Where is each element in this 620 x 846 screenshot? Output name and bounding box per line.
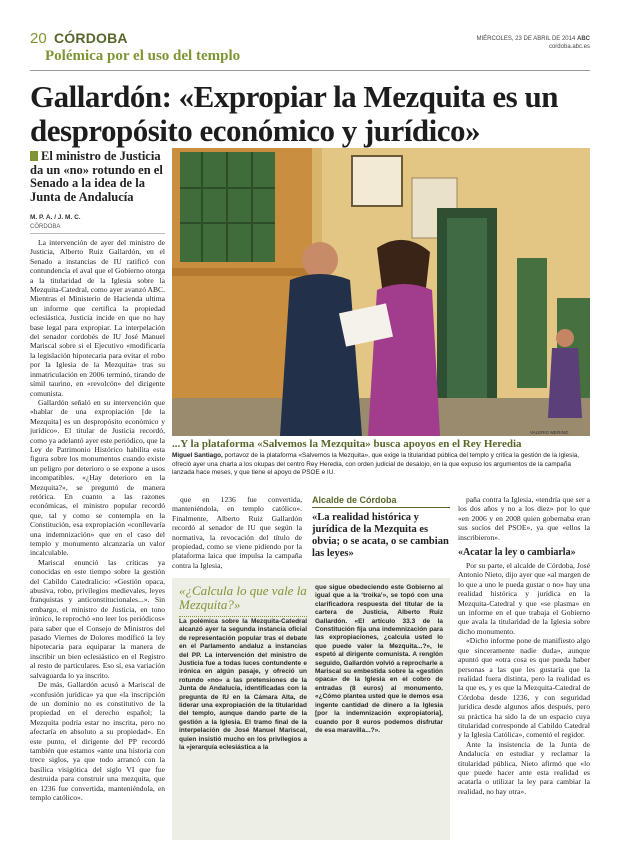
sidebar-box [172,578,450,840]
paragraph: «Dicho informe pone de manifiesto algo que sinceramente nadie duda», aunque apuntó que «otra cosa es que pueda haber personas a las que les gustaría que la realidad fuera distinta, pero la realidad es la que es, y es que la Mezquita-Catedral de Córdoba desde 1236, y con seguridad jurídica desde algunos años después, pero su práctica ha sido la de un espacio cuya titularidad corresponde al Cabildo Catedral y la Iglesia Católica», comentó el regidor. [458,636,590,740]
photo-caption [172,452,590,478]
caption-text: portavoz de la plataforma «Salvemos la Mezquita», que exige la titularidad pública del templo y critica la gestión de la Iglesia, ofreció ayer una charla a los okupas del centro Rey Heredia, con orden judicial de desalojo, en la que expuso los argumentos de la campaña lanzada hace meses, y que tiene el apoyo de PSOE e IU. [172,452,580,476]
caption-title-text: ...Y la plataforma «Salvemos la Mezquita» busca apoyos en el Rey Heredia [172,438,522,450]
paragraph: paña contra la Iglesia, «tendría que ser a los dos años y no a los diez» por lo que «en 2006 y en 2008 quien gobernaba eran sus socios del PSOE», ya que «ellos la inscribieron». [458,495,590,542]
sidebar-rule [179,616,307,617]
paragraph: Gallardón señaló en su intervención que «hablar de una expropiación [de la Mezquita] es un despropósito económico y jurídico». El titular de Justicia recordó, como ya adelantó ayer este periódico, que la Ley de Patrimonio Histórico habilita esta figura sobre los monumentos cuando existe un peligro por deterioro o se expone a usos incompatibles. «¿Hay deterioro en la Mezquita?», se preguntó de manera retórica. En cuanto a las razones económicas, el ministro popular recordó que, tal y como se contempla en la Constitución, esa expropiación «conllevaría una indemnización» que en el caso del templo y monumento alcanzaría un valor incalculable. [30,397,165,558]
caption-lead: Miguel Santiago, [172,452,223,459]
body-column-2 [172,495,302,575]
paragraph: La intervención de ayer del ministro de Justicia, Alberto Ruiz Gallardón, en el Senado a instancias de IU ratificó con contundencia el aval que el Gobierno otorga a la titularidad de la Iglesia sobre la Mezquita-Catedral, como ayer avanzó ABC. Mientras el Ministerio de Hacienda ultima un informe que certifica la propiedad eclesiástica, Justicia incide en que no hay base legal para expropiar. La interpelación del senador cordobés de IU José Manuel Mariscal sobre si el Ejecutivo «modificaría la legislación hipotecaria para evitar el robo por la Iglesia de la Mezquita» tras su inmatriculación en 2006 terminó, tirando de símil taurino, en «revolcón» del dirigente comunista. [30,238,165,398]
column-subhead: «Acatar la ley o cambiarla» [458,547,576,559]
sidebar-text-a: La polémica sobre la Mezquita-Catedral alcanzó ayer la segunda instancia oficial de representación popular tras el debate en el Parlamento andaluz a instancias del PP. La intervención del ministro de Justicia fue a todas luces contundente e irónica en algún pasaje, y ofreció un rotundo «no» a las pretensiones de la Junta de Andalucía, identificadas con la pregunta de IU en la Cámara Alta, de liderar una expropiación de la titularidad del templo, aunque dando parte de la gestión a la Iglesia. El tramo final de la interpelación de José Manuel Mariscal, quien insistió mucho en los privilegios a la «jerarquía eclesiástica a la [179,618,307,752]
page-number: 20 [30,30,47,47]
street-scene-image [172,148,590,436]
quote-kicker: Alcalde de Córdoba [312,495,397,505]
paragraph: Por su parte, el alcalde de Córdoba, José Antonio Nieto, dijo ayer que «al margen de lo que a uno le pueda gustar o no» hay una realidad histórica y jurídica en la Mezquita-Catedral y que «se plasma» en un informe en el que trabaja el Gobierno que avala la titularidad de la Iglesia sobre dicho monumento. [458,561,590,636]
sidebar-title: «¿Calcula lo que vale la Mezquita?» [179,583,307,612]
paragraph: que en 1236 fue convertida, manteniéndola, en templo católico». Finalmente, Alberto Ruiz Gallardón recordó al senador de IU que según la normativa, la revocación del título de propiedad, como se viene pidiendo por la plataforma laica que impulsa la campaña contra la Iglesia, [172,495,302,570]
header-rule [30,70,590,71]
body-column-1 [30,238,165,838]
website: cordoba.abc.es [548,44,590,50]
article-photo [172,148,590,436]
headline: Gallardón: «Expropiar la Mezquita es un despropósito económico y jurídico» [30,79,558,148]
subsection-title: Polémica por el uso del templo [45,48,241,64]
issue-date: MIÉRCOLES, 23 DE ABRIL DE 2014 ABC [476,36,590,42]
caption-title [172,438,592,450]
quote-title: «La realidad histórica y jurídica de la Mezquita es obvia; o se acata, o se cambian las leyes» [312,512,449,559]
body-column-3 [458,495,590,840]
byline-rule [30,233,165,234]
quote-box [312,495,450,567]
byline-authors: M. P. A. / J. M. C. [30,214,81,221]
byline-place: CÓRDOBA [30,224,61,230]
paragraph: Mariscal enunció las críticas ya conocidas en este tiempo sobre la gestión del Cabildo Catedralicio: «Gestión opaca, abusiva, robo, privilegios medievales, leyes franquistas y anticonstitucionales...». Sin embargo, el ministro de Justicia, en tono irónico, le reprochó «no leer los periódicos» para saber que el Consejo de Ministros del pasado Viernes de Dolores modificó la ley hipotecaria para equiparar la manera de inscribir un bien eclesiástico en el Registro al resto de particulares. Eso sí, esa variación salvaguarda lo ya inscrito. [30,557,165,680]
deck-marker-icon [30,151,38,161]
deck-text: El ministro de Justicia da un «no» rotundo en el Senado a la idea de la Junta de Andalucía [30,149,163,204]
photo-credit: VALERIO MERINO [530,430,569,435]
brand-logo: ABC [577,36,590,42]
page-header [30,30,590,70]
paragraph: Ante la insistencia de la Junta de Andalucía en estudiar y reclamar la titularidad pública, Nieto afirmó que «lo que puede hacer ante esta realidad es acatarla o utilizar la ley para cambiar la realidad, no hay otra». [458,739,590,796]
quote-rule [312,507,450,508]
paragraph: De más, Gallardón acusó a Mariscal de «confusión jurídica» ya que «la inscripción de un dominio no es constitutivo de la propiedad en el derecho español; la Mezquita podría estar no inscrita, pero no afectaría en absoluto a su propiedad». En este punto, el dirigente del PP recordó también que estamos «ante una historia con trece siglos, ya que todo arrancó con la basílica visigótica del siglo VI que fue destruida para construir una mezquita, que en 1236 fue convertida, manteniéndola, en templo católico». [30,680,165,802]
section-title: CÓRDOBA [54,30,128,46]
sidebar-text-b: que sigue obedeciendo este Gobierno al igual que a la ‘troika’», se topó con una clarificadora respuesta del titular de la cartera de Justicia, Alberto Ruiz Gallardón. «El artículo 33.3 de la Constitución fija una indemnización para las expropiaciones, ¿calcula usted lo que puede valer la Mezquita...?», le espetó al dirigente comunista. A renglón seguido, Gallardón volvió a reprocharle a Mariscal su embestida sobre la «gestión opaca» de la Iglesia en el cobro de entradas (8 euros) al monumento. «¿Cómo plantea usted que le demos esa ingente cantidad de dinero a la Iglesia [por la indemnización expropiatoria], cuando por 8 euros podemos disfrutar de esa maravilla...?». [315,584,443,734]
deck [30,150,165,204]
